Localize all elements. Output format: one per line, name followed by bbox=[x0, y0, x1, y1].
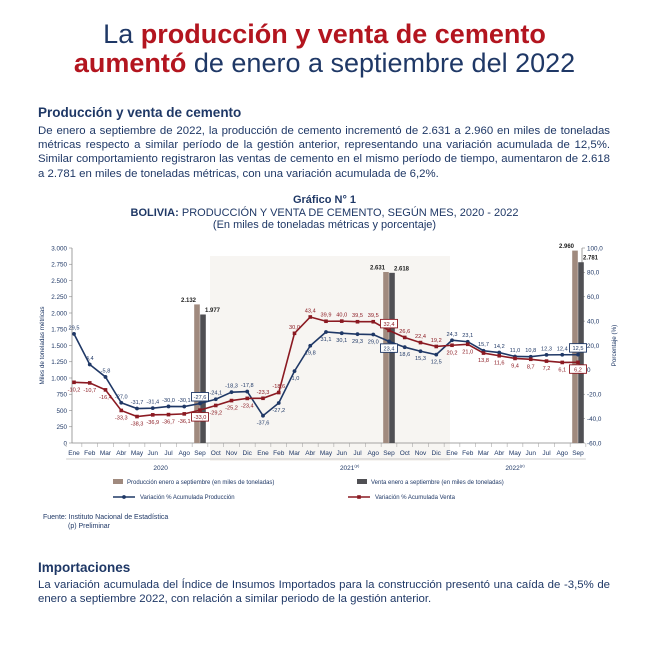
chart-subtitle: (En miles de toneladas métricas y porcentaje) bbox=[212, 219, 437, 231]
x-tick-label: Feb bbox=[462, 450, 474, 457]
production-point-label: 23,1 bbox=[462, 333, 474, 340]
year-label-superscript: (p) bbox=[519, 463, 525, 468]
sales-point-label: -38,3 bbox=[130, 421, 144, 428]
bar-value-label: 2.631 bbox=[369, 265, 385, 272]
production-point bbox=[261, 414, 265, 418]
sales-point bbox=[371, 320, 375, 324]
x-tick-label: Sep bbox=[572, 450, 584, 457]
production-point-label: 31,1 bbox=[320, 336, 332, 343]
y-right-tick-label: 100,0 bbox=[587, 245, 603, 253]
sales-point-label: -25,2 bbox=[225, 405, 238, 412]
bar-value-label: 2.960 bbox=[558, 244, 574, 251]
production-point-label: -5,8 bbox=[100, 368, 111, 375]
x-tick-label: Nov bbox=[225, 450, 238, 457]
x-tick-label: Abr bbox=[116, 450, 127, 457]
x-tick-label: Oct bbox=[210, 450, 221, 457]
chart-number: Gráfico N° 1 bbox=[292, 194, 357, 206]
y-left-tick-label: 500 bbox=[56, 407, 67, 415]
bar-sales bbox=[578, 262, 584, 443]
legend-label-sales-line: Variación % Acumulada Venta bbox=[375, 495, 455, 501]
y-right-tick-label: -20,0 bbox=[587, 391, 602, 399]
sales-point bbox=[419, 341, 423, 345]
production-point bbox=[167, 405, 171, 409]
production-point-label: -17,8 bbox=[240, 383, 254, 390]
production-point bbox=[135, 407, 139, 411]
production-point-label: -24,1 bbox=[209, 390, 223, 397]
production-point-label: 12,5 bbox=[430, 359, 442, 366]
production-point bbox=[450, 338, 454, 342]
production-point bbox=[576, 353, 580, 357]
production-point bbox=[308, 344, 312, 348]
x-tick-label: Abr bbox=[494, 450, 505, 457]
production-point-label: -1,0 bbox=[289, 376, 300, 383]
production-point-label: 15,7 bbox=[478, 342, 489, 349]
production-point bbox=[245, 390, 249, 394]
sales-point-label: 30,0 bbox=[289, 324, 300, 331]
chart-title bbox=[0, 207, 649, 220]
production-point bbox=[88, 363, 92, 367]
sales-point bbox=[198, 408, 202, 412]
chart-title-country: BOLIVIA: bbox=[130, 206, 179, 219]
y-right-tick-label: 20,0 bbox=[587, 342, 600, 350]
sales-point-label: -10,2 bbox=[67, 387, 81, 394]
headline-highlight: producción y venta de cemento bbox=[140, 19, 546, 49]
production-point bbox=[72, 332, 76, 336]
x-tick-label: Ago bbox=[178, 450, 191, 457]
x-tick-label: Dic bbox=[431, 450, 441, 457]
production-point bbox=[419, 349, 423, 353]
x-tick-label: Mar bbox=[99, 450, 112, 457]
sales-point-label: -36,9 bbox=[146, 419, 160, 426]
sales-point bbox=[167, 413, 171, 417]
y-left-tick-label: 2.250 bbox=[51, 294, 67, 302]
x-tick-label: Abr bbox=[305, 450, 316, 457]
y-left-tick-label: 2.000 bbox=[51, 310, 67, 318]
x-tick-label: May bbox=[508, 450, 522, 457]
production-point bbox=[119, 401, 123, 405]
production-point-label: 18,6 bbox=[399, 352, 411, 359]
sales-point-label: 20,2 bbox=[446, 350, 458, 357]
production-point bbox=[434, 353, 438, 357]
production-point-label: -27,0 bbox=[114, 394, 128, 401]
production-point bbox=[560, 353, 564, 357]
year-label: 2021$^{(p)}$ bbox=[339, 463, 360, 472]
sales-point-label: 7,2 bbox=[542, 366, 551, 373]
sales-point-label: -23,3 bbox=[256, 389, 270, 396]
sales-point bbox=[135, 415, 139, 419]
sales-point-label: -10,7 bbox=[83, 387, 97, 394]
production-point-label: 15,3 bbox=[415, 356, 426, 363]
x-tick-label: May bbox=[319, 450, 333, 457]
production-point-label: 12,5 bbox=[572, 346, 584, 353]
sales-point-label: 6,2 bbox=[574, 367, 582, 374]
sales-point-label: -33,0 bbox=[193, 415, 207, 422]
y-right-tick-label: 0 bbox=[587, 367, 591, 375]
production-point-label: 29,3 bbox=[352, 339, 363, 346]
y-left-tick-label: 1.500 bbox=[51, 342, 67, 350]
section-paragraph-imports: La variación acumulada del Índice de Insumos Importados para la construcción presentó una caída de -3,5% de enero a septiembre 2022, con relación a similar periodo de la gestión anterior. bbox=[38, 579, 610, 606]
sales-point bbox=[245, 397, 249, 401]
y-right-axis-label: Porcentaje (%) bbox=[611, 324, 618, 367]
bar-sales bbox=[389, 273, 395, 443]
legend-swatch-production-bar bbox=[113, 479, 123, 484]
production-point-label: 30,1 bbox=[336, 338, 348, 345]
production-point bbox=[230, 390, 234, 394]
sales-point bbox=[560, 361, 564, 365]
sales-point bbox=[182, 412, 186, 416]
production-point-label: -18,3 bbox=[225, 383, 238, 390]
x-tick-label: Jun bbox=[525, 450, 536, 457]
sales-point-label: 26,6 bbox=[399, 328, 411, 335]
source-note bbox=[43, 513, 168, 531]
legend-marker-production bbox=[122, 495, 126, 499]
background-photo-panel bbox=[210, 256, 450, 461]
legend-label-production-bar: Producción enero a septiembre (en miles de toneladas) bbox=[127, 479, 275, 486]
production-point bbox=[371, 333, 375, 337]
sales-point bbox=[340, 319, 344, 323]
x-tick-label: Jul bbox=[353, 450, 362, 457]
production-point-label: 10,8 bbox=[525, 348, 537, 355]
x-tick-label: May bbox=[130, 450, 144, 457]
headline bbox=[0, 20, 649, 78]
year-label: 2022$^{(p)}$ bbox=[505, 463, 525, 472]
y-left-tick-label: 3.000 bbox=[51, 245, 67, 253]
sales-point bbox=[403, 336, 407, 340]
y-left-tick-label: 0 bbox=[63, 440, 67, 448]
x-tick-label: Dic bbox=[242, 450, 252, 457]
sales-point bbox=[308, 315, 312, 319]
legend-marker-sales bbox=[357, 495, 361, 499]
x-tick-label: Nov bbox=[414, 450, 427, 457]
y-right-tick-label: 40,0 bbox=[587, 318, 600, 326]
y-left-tick-label: 1.750 bbox=[51, 326, 67, 334]
sales-point-label: -16,4 bbox=[99, 394, 112, 401]
sales-point bbox=[277, 391, 281, 395]
section-paragraph-production: De enero a septiembre de 2022, la producción de cemento incrementó de 2.631 a 2.960 en miles de toneladas métricas respecto a similar período de la gestión anterior, representando una variación acumulada de 12,5%. Similar comportamiento registraron las ventas de cemento en el mismo período de tiempo, aumentaron de 2.618 a 2.781 en miles de toneladas métricas, con una variación acumulada de 6,2%. bbox=[38, 125, 610, 180]
production-point-label: -30,1 bbox=[177, 398, 191, 405]
production-point bbox=[182, 405, 186, 409]
x-tick-label: Feb bbox=[273, 450, 285, 457]
chart bbox=[0, 236, 649, 501]
legend-swatch-sales-bar bbox=[357, 479, 367, 484]
bar-production bbox=[383, 272, 389, 443]
sales-point bbox=[387, 329, 391, 333]
y-left-axis-label: Miles de toneladas métricas bbox=[39, 306, 46, 385]
sales-point-label: -23,4 bbox=[240, 403, 254, 410]
bar-value-label: 1.977 bbox=[205, 307, 221, 314]
sales-point-label: 39,5 bbox=[367, 313, 379, 320]
production-point-label: 12,4 bbox=[556, 346, 568, 353]
y-left-tick-label: 2.750 bbox=[51, 261, 67, 269]
y-right-tick-label: -40,0 bbox=[587, 415, 602, 423]
sales-point-label: 11,6 bbox=[494, 360, 505, 367]
x-tick-label: Ene bbox=[446, 450, 458, 457]
x-tick-label: Jul bbox=[542, 450, 551, 457]
production-point bbox=[387, 339, 391, 343]
sales-point-label: 21,0 bbox=[462, 349, 474, 356]
chart-header bbox=[0, 194, 649, 232]
production-point-label: 29,5 bbox=[68, 325, 80, 332]
x-tick-label: Ago bbox=[367, 450, 380, 457]
y-right-tick-label: 80,0 bbox=[587, 269, 600, 277]
sales-point-label: -36,1 bbox=[177, 418, 191, 425]
production-point bbox=[497, 351, 501, 355]
x-tick-label: Mar bbox=[477, 450, 490, 457]
sales-point bbox=[356, 320, 360, 324]
x-tick-label: Ene bbox=[257, 450, 269, 457]
production-point-label: -27,6 bbox=[193, 395, 207, 402]
production-point bbox=[198, 402, 202, 406]
production-point bbox=[277, 401, 281, 405]
sales-point bbox=[482, 351, 486, 355]
production-point bbox=[324, 330, 328, 334]
sales-point bbox=[104, 388, 108, 392]
sales-point-label: -33,3 bbox=[114, 415, 128, 422]
production-point-label: 11,0 bbox=[509, 347, 521, 354]
sales-point-label: 43,4 bbox=[304, 308, 316, 315]
legend-label-sales-bar: Venta enero a septiembre (en miles de toneladas) bbox=[371, 479, 504, 486]
x-tick-label: Feb bbox=[84, 450, 96, 457]
x-tick-label: Jul bbox=[164, 450, 173, 457]
sales-point-label: 39,9 bbox=[320, 312, 332, 319]
sales-point-label: 8,7 bbox=[526, 364, 535, 371]
sales-point bbox=[293, 332, 297, 336]
production-point-label: -30,0 bbox=[162, 397, 175, 404]
production-point-label: -27,2 bbox=[272, 408, 286, 415]
sales-point-label: 22,4 bbox=[415, 334, 426, 341]
production-point bbox=[403, 345, 407, 349]
bar-value-label: 2.132 bbox=[180, 297, 196, 304]
x-tick-label: Ago bbox=[556, 450, 569, 457]
sales-point bbox=[119, 409, 123, 413]
sales-point bbox=[434, 345, 438, 349]
sales-point bbox=[88, 381, 92, 385]
sales-point-label: 13,8 bbox=[478, 358, 489, 365]
production-point bbox=[356, 332, 360, 336]
production-point bbox=[293, 369, 297, 373]
sales-point bbox=[497, 354, 501, 358]
sales-point-label: 9,4 bbox=[511, 363, 519, 370]
y-left-tick-label: 250 bbox=[56, 424, 67, 432]
legend-label-production-line: Variación % Acumulada Producción bbox=[140, 495, 235, 501]
sales-point bbox=[261, 396, 265, 400]
section-title-production: Producción y venta de cemento bbox=[38, 105, 242, 120]
y-left-tick-label: 1.000 bbox=[51, 375, 67, 383]
x-tick-label: Oct bbox=[399, 450, 410, 457]
x-tick-label: Jun bbox=[336, 450, 347, 457]
y-left-tick-label: 1.250 bbox=[51, 359, 67, 367]
production-point bbox=[545, 353, 549, 357]
headline-part4: de enero a septiembre del 2022 bbox=[193, 48, 576, 78]
production-point-label: -31,4 bbox=[146, 399, 160, 406]
sales-point bbox=[72, 381, 76, 385]
sales-point-label: 40,0 bbox=[336, 312, 348, 319]
sales-point bbox=[324, 319, 328, 323]
production-point bbox=[104, 375, 108, 379]
x-tick-label: Ene bbox=[68, 450, 80, 457]
sales-point-label: 6,1 bbox=[558, 367, 567, 374]
headline-highlight-verb: aumentó bbox=[73, 48, 187, 78]
sales-point bbox=[529, 357, 533, 361]
production-point bbox=[214, 397, 218, 401]
sales-point bbox=[230, 399, 234, 403]
production-point-label: 19,8 bbox=[304, 350, 316, 357]
production-point-label: 12,3 bbox=[541, 346, 552, 353]
sales-point bbox=[576, 361, 580, 365]
sales-point bbox=[450, 343, 454, 347]
y-left-tick-label: 750 bbox=[56, 391, 67, 399]
production-point-label: 23,4 bbox=[383, 346, 395, 353]
section-title-imports: Importaciones bbox=[38, 560, 131, 575]
sales-point-label: -36,7 bbox=[162, 419, 175, 426]
bar-value-label: 2.781 bbox=[583, 255, 599, 262]
source-line: Fuente: Instituto Nacional de Estadística bbox=[43, 514, 169, 521]
sales-point-label: -18,6 bbox=[272, 384, 286, 391]
x-tick-label: Sep bbox=[383, 450, 395, 457]
sales-point-label: -29,2 bbox=[209, 410, 223, 417]
sales-point-label: 19,2 bbox=[430, 337, 442, 344]
x-tick-label: Mar bbox=[288, 450, 301, 457]
sales-point bbox=[545, 359, 549, 363]
preliminary-note: (p) Preliminar bbox=[68, 523, 111, 530]
bar-sales bbox=[200, 314, 206, 443]
production-point-label: 4,4 bbox=[85, 356, 94, 363]
production-point-label: -31,7 bbox=[130, 400, 144, 407]
production-point-label: 14,2 bbox=[493, 344, 505, 351]
year-label-superscript: (p) bbox=[354, 463, 360, 468]
production-point bbox=[340, 331, 344, 335]
production-point-label: 24,3 bbox=[446, 331, 458, 338]
sales-point bbox=[214, 404, 218, 408]
x-tick-label: Jun bbox=[147, 450, 158, 457]
bar-production bbox=[194, 304, 200, 443]
production-point bbox=[151, 406, 155, 410]
sales-point-label: 32,4 bbox=[383, 321, 395, 328]
sales-point bbox=[466, 342, 470, 346]
chart-title-text: PRODUCCIÓN Y VENTA DE CEMENTO, SEGÚN MES, 2020 - 2022 bbox=[181, 206, 519, 219]
headline-part1: La bbox=[103, 19, 134, 49]
y-left-tick-label: 2.500 bbox=[51, 277, 67, 285]
sales-point bbox=[513, 357, 517, 361]
y-right-tick-label: 60,0 bbox=[587, 294, 600, 302]
sales-point-label: 39,5 bbox=[352, 313, 363, 320]
y-right-tick-label: -60,0 bbox=[587, 440, 602, 448]
bar-value-label: 2.618 bbox=[394, 266, 410, 273]
production-point-label: 29,0 bbox=[367, 339, 379, 346]
year-label: 2020 bbox=[153, 465, 168, 472]
production-point-label: -37,6 bbox=[256, 420, 270, 427]
sales-point bbox=[151, 413, 155, 417]
x-tick-label: Sep bbox=[194, 450, 206, 457]
